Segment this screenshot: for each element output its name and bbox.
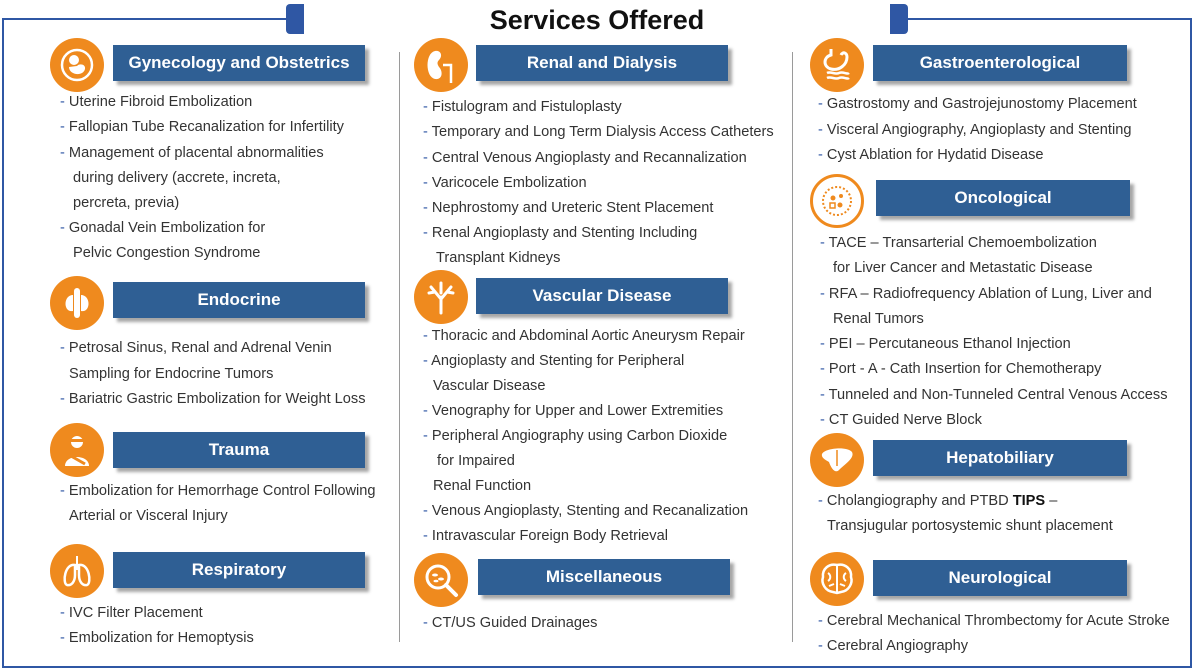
list-item: - Fistulogram and Fistuloplasty	[423, 99, 622, 115]
list-item: - PEI – Percutaneous Ethanol Injection	[820, 336, 1071, 352]
list-item-continued: Renal Function	[433, 478, 532, 494]
section-heading-vascular: Vascular Disease	[476, 278, 728, 314]
cell-icon	[810, 174, 864, 228]
section-heading-gastro: Gastroenterological	[873, 45, 1127, 81]
section-heading-hepato: Hepatobiliary	[873, 440, 1127, 476]
list-item-continued: Renal Tumors	[833, 311, 924, 327]
list-item: - Peripheral Angiography using Carbon Dioxide	[423, 428, 728, 444]
list-item: - Fallopian Tube Recanalization for Infertility	[60, 119, 344, 135]
list-item: - Central Venous Angioplasty and Recannalization	[423, 150, 747, 166]
title-bar	[286, 4, 908, 34]
list-item: - Embolization for Hemoptysis	[60, 630, 254, 646]
column-divider-left	[399, 52, 400, 642]
list-item-continued: Arterial or Visceral Injury	[69, 508, 228, 524]
list-item: - Temporary and Long Term Dialysis Access Catheters	[423, 124, 774, 140]
list-item-continued: Sampling for Endocrine Tumors	[69, 366, 274, 382]
section-heading-trauma: Trauma	[113, 432, 365, 468]
lungs-icon	[50, 544, 104, 598]
list-item: - Gastrostomy and Gastrojejunostomy Placement	[818, 96, 1137, 112]
section-heading-misc: Miscellaneous	[478, 559, 730, 595]
list-item-continued: during delivery (accrete, increta,	[73, 170, 281, 186]
list-item: - RFA – Radiofrequency Ablation of Lung, Liver and	[820, 286, 1152, 302]
list-item: - Venous Angioplasty, Stenting and Recanalization	[423, 503, 749, 519]
list-item: - Cerebral Angiography	[818, 638, 969, 654]
list-item-continued: Vascular Disease	[433, 378, 546, 394]
list-item: - Gonadal Vein Embolization for	[60, 220, 266, 236]
list-item-continued: Pelvic Congestion Syndrome	[73, 245, 261, 261]
section-heading-neuro: Neurological	[873, 560, 1127, 596]
list-item: - Management of placental abnormalities	[60, 145, 324, 161]
section-heading-gynecology: Gynecology and Obstetrics	[113, 45, 365, 81]
list-item: - Nephrostomy and Ureteric Stent Placement	[423, 200, 714, 216]
injured-person-icon	[50, 423, 104, 477]
stomach-icon	[810, 38, 864, 92]
list-item: - Visceral Angiography, Angioplasty and Stenting	[818, 122, 1132, 138]
section-heading-endocrine: Endocrine	[113, 282, 365, 318]
list-item: - Angioplasty and Stenting for Peripheral	[423, 353, 685, 369]
section-heading-onco: Oncological	[876, 180, 1130, 216]
list-item: - TACE – Transarterial Chemoembolization	[820, 235, 1097, 251]
list-item: - IVC Filter Placement	[60, 605, 203, 621]
list-item: - Petrosal Sinus, Renal and Adrenal Venin	[60, 340, 332, 356]
blood-vessel-icon	[414, 270, 468, 324]
list-item-continued: Transplant Kidneys	[436, 250, 561, 266]
brain-icon	[810, 552, 864, 606]
kidney-icon	[414, 38, 468, 92]
tips-emphasis: TIPS	[1012, 493, 1046, 509]
fetus-icon	[50, 38, 104, 92]
page-title: Services Offered	[489, 4, 705, 35]
list-item: - Tunneled and Non-Tunneled Central Venous Access	[820, 387, 1168, 403]
list-item: - Cholangiography and PTBD TIPS –	[818, 493, 1058, 509]
list-item: - Bariatric Gastric Embolization for Weight Loss	[60, 391, 366, 407]
list-item-continued: for Liver Cancer and Metastatic Disease	[833, 260, 1093, 276]
list-item: - Cerebral Mechanical Thrombectomy for Acute Stroke	[818, 613, 1170, 629]
section-heading-renal: Renal and Dialysis	[476, 45, 728, 81]
list-item-continued: percreta, previa)	[73, 195, 180, 211]
magnifier-bacteria-icon	[414, 553, 468, 607]
list-item: - CT Guided Nerve Block	[820, 412, 982, 428]
list-item: - Varicocele Embolization	[423, 175, 587, 191]
list-item: - CT/US Guided Drainages	[423, 615, 598, 631]
list-item-continued: for Impaired	[437, 453, 515, 469]
section-heading-respiratory: Respiratory	[113, 552, 365, 588]
list-item: - Renal Angioplasty and Stenting Including	[423, 225, 698, 241]
column-divider-right	[792, 52, 793, 642]
list-item: - Venography for Upper and Lower Extremities	[423, 403, 724, 419]
list-item: - Port - A - Cath Insertion for Chemotherapy	[820, 361, 1102, 377]
list-item: - Embolization for Hemorrhage Control Following	[60, 483, 376, 499]
list-item: - Thoracic and Abdominal Aortic Aneurysm Repair	[423, 328, 745, 344]
list-item: - Uterine Fibroid Embolization	[60, 94, 253, 110]
title-box	[304, 4, 890, 36]
list-item-continued: Transjugular portosystemic shunt placement	[827, 518, 1113, 534]
list-item: - Cyst Ablation for Hydatid Disease	[818, 147, 1044, 163]
list-item: - Intravascular Foreign Body Retrieval	[423, 528, 668, 544]
thyroid-icon	[50, 276, 104, 330]
liver-icon	[810, 433, 864, 487]
